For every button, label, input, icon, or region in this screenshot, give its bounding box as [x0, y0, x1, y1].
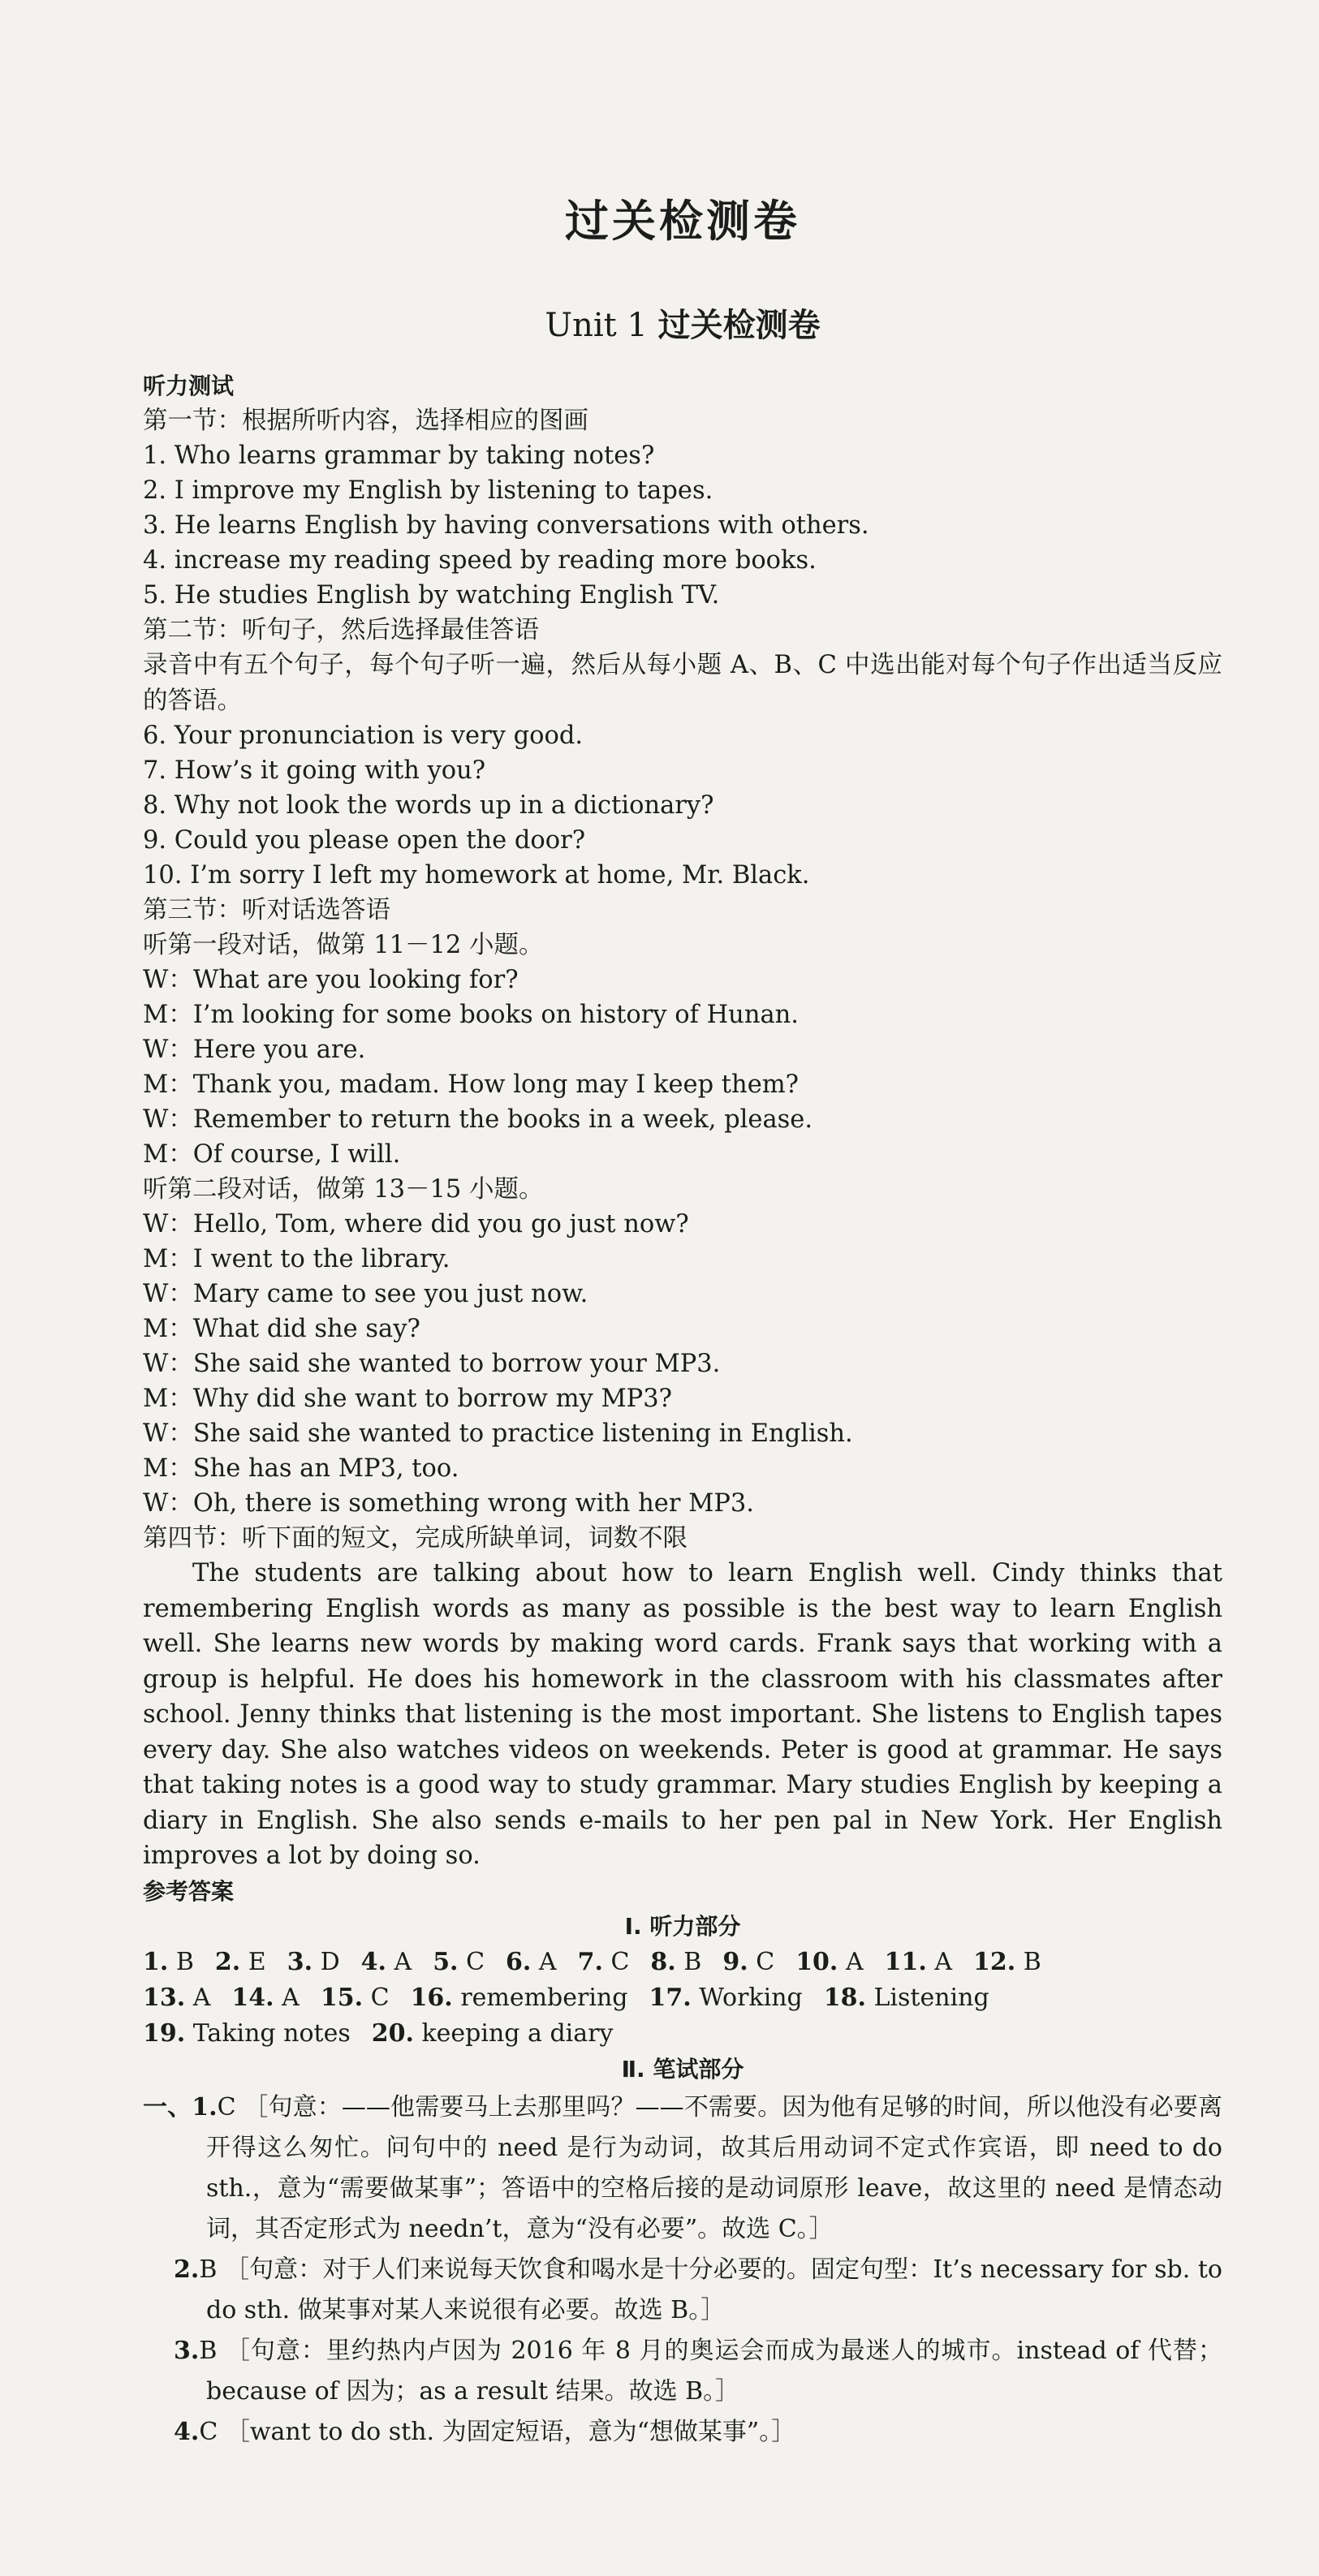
page-title: 过关检测卷 [565, 196, 800, 247]
part1-heading: Ⅰ. 听力部分 [624, 1912, 741, 1940]
answer-item [578, 1945, 630, 1980]
answers-heading: 参考答案 [143, 1877, 235, 1905]
answer-number: 18. [823, 1983, 866, 2012]
answer-item [143, 1945, 194, 1980]
answer-value: remembering [460, 1983, 628, 2012]
section1-heading: 第一节：根据所听内容，选择相应的图画 [143, 407, 588, 435]
answer-number: 6. [506, 1947, 532, 1976]
answer-item [143, 2016, 351, 2052]
question-number: 3. [174, 2336, 200, 2365]
answer-value: A [538, 1947, 557, 1976]
answer-value: Listening [873, 1983, 989, 2012]
answer-item [433, 1945, 485, 1980]
dialogue-line: W：Remember to return the books in a week, please. [143, 1105, 813, 1134]
answer-number: 10. [795, 1947, 838, 1976]
dialogue-line: W：Hello, Tom, where did you go just now? [143, 1210, 689, 1238]
answer-item [973, 1945, 1041, 1980]
answer-value: B [175, 1947, 194, 1976]
answer-number: 2. [214, 1947, 241, 1976]
answer-item [650, 1945, 701, 1980]
unit-title [143, 299, 1222, 346]
explanation-item [143, 2331, 1222, 2412]
answer-item [287, 1945, 340, 1980]
dialogue2-intro: 听第二段对话，做第 13－15 小题。 [143, 1175, 544, 1204]
answer-value: A [282, 1983, 300, 2012]
unit-title-en: Unit 1 [545, 307, 648, 344]
answer-value: D [320, 1947, 340, 1976]
answer-number: 14. [231, 1983, 274, 2012]
section2-line: 6. Your pronunciation is very good. [143, 722, 584, 750]
document-page [143, 187, 1222, 2453]
answer-value: keeping a diary [421, 2018, 614, 2048]
answer-value: E [248, 1947, 266, 1976]
explanation-text: C ［want to do sth. 为固定短语，意为“想做某事”。］ [199, 2417, 796, 2446]
answer-value: C [466, 1947, 485, 1976]
dialogue-line: W：Mary came to see you just now. [143, 1280, 588, 1308]
answer-item [321, 1980, 390, 2016]
explanation-item [143, 2412, 1222, 2453]
answer-item [372, 2016, 614, 2052]
answer-number: 13. [143, 1983, 186, 2012]
answer-item [215, 1945, 266, 1980]
answer-value: A [845, 1947, 864, 1976]
section1-line: 5. He studies English by watching English TV. [143, 581, 720, 610]
section4-heading: 第四节：听下面的短文，完成所缺单词，词数不限 [143, 1524, 688, 1553]
explanation-text: B ［句意：对于人们来说每天饮食和喝水是十分必要的。固定句型：It’s necessary for sb. to do sth. 做某事对某人来说很有必要。故选 B。］ [199, 2255, 1222, 2324]
answer-number: 12. [973, 1947, 1016, 1976]
answer-item [824, 1980, 989, 2016]
answer-item [885, 1945, 952, 1980]
section2-line: 9. Could you please open the door? [143, 826, 586, 855]
explanation-item [143, 2250, 1222, 2331]
answer-number: 20. [371, 2018, 414, 2048]
dialogue-line: M：Why did she want to borrow my MP3? [143, 1385, 672, 1413]
dialogue-line: M：Of course, I will. [143, 1140, 401, 1169]
answer-number: 19. [143, 2018, 186, 2048]
section1-line: 4. increase my reading speed by reading more books. [143, 546, 817, 575]
dialogue-line: W：What are you looking for? [143, 966, 519, 994]
answer-value: A [192, 1983, 211, 2012]
dialogue-line: W：Here you are. [143, 1036, 366, 1064]
explanation-text: B ［句意：里约热内卢因为 2016 年 8 月的奥运会而成为最迷人的城市。instead of 代替；because of 因为；as a result 结果。故选 B。］ [199, 2336, 1222, 2406]
question-number: 一、1. [143, 2092, 218, 2122]
dialogue-line: M：I’m looking for some books on history of Hunan. [143, 1001, 799, 1029]
section1-line: 2. I improve my English by listening to tapes. [143, 476, 713, 505]
answer-number: 11. [884, 1947, 927, 1976]
answer-item [649, 1980, 802, 2016]
answer-number: 8. [650, 1947, 676, 1976]
section2-heading: 第二节：听句子，然后选择最佳答语 [143, 616, 539, 644]
answer-number: 7. [577, 1947, 603, 1976]
dialogue-line: M：I went to the library. [143, 1245, 450, 1273]
answer-number: 5. [433, 1947, 459, 1976]
answer-item [143, 1980, 210, 2016]
answer-item [231, 1980, 299, 2016]
dialogue-line: W：Oh, there is something wrong with her MP3. [143, 1489, 754, 1518]
answer-number: 15. [320, 1983, 364, 2012]
question-number: 4. [174, 2417, 200, 2446]
unit-title-cn: 过关检测卷 [657, 307, 821, 344]
dialogue-line: M：What did she say? [143, 1315, 420, 1343]
answer-number: 9. [722, 1947, 748, 1976]
explanation-item [143, 2087, 1222, 2250]
answer-item [506, 1945, 557, 1980]
question-number: 2. [174, 2255, 200, 2284]
answer-row [143, 1945, 1222, 1980]
answer-number: 3. [287, 1947, 313, 1976]
answer-item [411, 1980, 628, 2016]
answer-number: 17. [649, 1983, 692, 2012]
explanation-text: C ［句意：——他需要马上去那里吗？——不需要。因为他有足够的时间，所以他没有必要离开得这么匆忙。问句中的 need 是行为动词，故其后用动词不定式作宾语，即 need to do sth.，意为“需要做某事”；答语中的空格后接的是动词原形 leave，故这里的 need 是情态动词，其否定形式为 needn’t，意为“没有必要”。故选 C。］ [206, 2092, 1222, 2243]
section2-line: 8. Why not look the words up in a dictionary? [143, 791, 714, 820]
dialogue-line: M：She has an MP3, too. [143, 1454, 459, 1483]
dialogue-line: W：She said she wanted to borrow your MP3. [143, 1350, 721, 1378]
answer-value: C [610, 1947, 630, 1976]
answer-value: C [370, 1983, 390, 2012]
answer-number: 16. [410, 1983, 453, 2012]
answer-value: C [756, 1947, 775, 1976]
section2-line: 10. I’m sorry I left my homework at home, Mr. Black. [143, 861, 810, 890]
part2-heading: Ⅱ. 笔试部分 [621, 2055, 744, 2083]
section2-instructions: 录音中有五个句子，每个句子听一遍，然后从每小题 A、B、C 中选出能对每个句子作出适当反应的答语。 [143, 651, 1222, 715]
answer-number: 4. [360, 1947, 386, 1976]
answer-value: B [683, 1947, 702, 1976]
answer-value: A [934, 1947, 953, 1976]
dialogue-line: M：Thank you, madam. How long may I keep them? [143, 1070, 800, 1099]
section2-line: 7. How’s it going with you? [143, 756, 486, 785]
answer-item [795, 1945, 863, 1980]
dialogue-line: W：She said she wanted to practice listening in English. [143, 1419, 853, 1448]
answer-value: Taking notes [192, 2018, 351, 2048]
section4-passage: The students are talking about how to learn English well. Cindy thinks that remembering English words as many as possible is the best way to learn English well. She learns new words by making word cards. Frank says that working with a group is helpful. He does his homework in the classroom with his classmates after school. Jenny thinks that listening is the most important. She listens to English tapes every day. She also watches videos on weekends. Peter is good at grammar. He says that taking notes is a good way to study grammar. Mary studies English by keeping a diary in English. She also sends e-mails to her pen pal in New York. Her English improves a lot by doing so. [143, 1559, 1222, 1870]
answer-row [143, 2016, 1222, 2052]
answer-row [143, 1980, 1222, 2016]
answer-item [722, 1945, 774, 1980]
answer-item [361, 1945, 412, 1980]
listening-heading: 听力测试 [143, 373, 235, 399]
answer-value: B [1023, 1947, 1041, 1976]
answer-value: A [394, 1947, 412, 1976]
section1-line: 3. He learns English by having conversations with others. [143, 511, 869, 540]
answer-value: Working [699, 1983, 803, 2012]
dialogue1-intro: 听第一段对话，做第 11－12 小题。 [143, 931, 544, 959]
section1-line: 1. Who learns grammar by taking notes? [143, 442, 655, 470]
section3-heading: 第三节：听对话选答语 [143, 896, 390, 924]
answer-number: 1. [143, 1947, 169, 1976]
